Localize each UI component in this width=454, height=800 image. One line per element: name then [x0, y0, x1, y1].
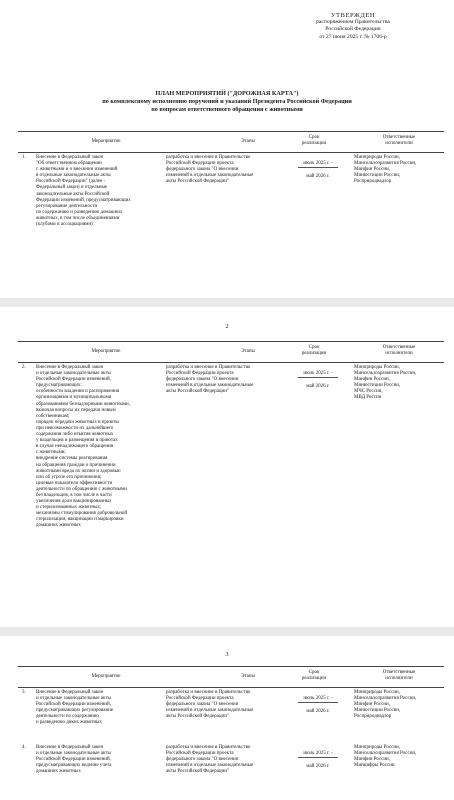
- header-measure: Мероприятие: [91, 139, 121, 144]
- row-stages: разработка и внесение в Правительство Российской Федерации проекта федерального закона "О внесении изменений в отдельные законодательные акты Российской Федерации": [166, 690, 254, 720]
- header-stages: Этапы: [241, 674, 255, 679]
- header-deadline: Срок реализации: [301, 670, 327, 681]
- row-deadline: [292, 365, 344, 390]
- document-page-1: [0, 0, 454, 298]
- row-measure: Внесение в Федеральный закон "Об ответственном обращении с животными и о внесении изменений в отдельные законодательные акты Российской Федерации" (далее - Федеральный закон) и отдельные законодательные акты Российской Федерации изменений, предусматривающих регулирование деятельности по содержанию и разведению домашних животных, в том числе объединениями (клубами и ассоциациями): [36, 155, 131, 228]
- plan-table-page-2: [18, 341, 444, 603]
- row-executors: Минприроды России, Минсельхозразвития России, Минфин России, Минюстиции России, МЧС России, МВД России: [354, 365, 417, 401]
- row-deadline: [292, 155, 344, 180]
- row-stages: разработка и внесение в Правительство Российской Федерации проекта федерального закона "О внесении изменений в отдельные законодательные акты Российской Федерации": [166, 745, 254, 775]
- row-number: 2.: [22, 365, 26, 370]
- header-stages: Этапы: [241, 349, 255, 354]
- approval-stamp: [278, 12, 428, 41]
- deadline-from: июль 2025 г. -: [303, 696, 333, 702]
- deadline-from: июль 2025 г. -: [303, 371, 333, 377]
- row-measure: Внесение в Федеральный закон и отдельные законодательные акты Российской Федерации изменений, предусматривающих ведение учета домашних животных: [36, 745, 112, 775]
- header-executors: Ответственные исполнители: [382, 670, 416, 681]
- plan-table-page-3: [18, 666, 444, 793]
- table-header: [18, 342, 444, 363]
- table-row: [18, 743, 444, 793]
- document-page-2: [0, 307, 454, 627]
- row-executors: Минприроды России, Минсельхозразвития России, Минфин России, Минюстиции России, Росприроднадзор: [354, 155, 417, 185]
- table-row: [18, 363, 444, 603]
- plan-subtitle-2: по вопросам ответственного обращения с животными: [151, 106, 303, 113]
- deadline-to: май 2026 г.: [306, 174, 330, 180]
- page-number: 3: [225, 651, 229, 658]
- table-row: [18, 688, 444, 743]
- deadline-to: май 2026 г.: [306, 709, 330, 715]
- deadline-to: май 2026 г.: [306, 764, 330, 770]
- header-executors: Ответственные исполнители: [382, 135, 416, 146]
- plan-subtitle-1: по комплексному исполнению поручений и указаний Президента Российской Федерации: [102, 98, 352, 105]
- header-executors: Ответственные исполнители: [382, 345, 416, 356]
- approval-line-1: распоряжением Правительства: [316, 19, 390, 26]
- row-measure: Внесение в Федеральный закон и отдельные законодательные акты Российской Федерации изменений, предусматривающих регулирование деятельности по содержанию и разведению диких животных: [36, 690, 114, 726]
- row-number: 3.: [22, 690, 26, 695]
- approval-line-2: Российской Федерации: [325, 26, 381, 33]
- row-stages: разработка и внесение в Правительство Российской Федерации проекта федерального закона "О внесении изменений в отдельные законодательные акты Российской Федерации": [166, 365, 254, 395]
- deadline-to: май 2026 г.: [306, 384, 330, 390]
- plan-table-page-1: [18, 131, 444, 273]
- row-number: 4.: [22, 745, 26, 750]
- page-number: 2: [225, 323, 229, 330]
- deadline-from: июль 2025 г. -: [303, 161, 333, 167]
- table-header: [18, 132, 444, 153]
- row-number: 1.: [22, 155, 26, 160]
- header-stages: Этапы: [241, 139, 255, 144]
- row-deadline: [292, 690, 344, 715]
- document-page-3: [0, 636, 454, 800]
- table-header: [18, 667, 444, 688]
- deadline-from: июль 2025 г. -: [303, 751, 333, 757]
- plan-title-block: [40, 90, 414, 114]
- header-measure: Мероприятие: [91, 674, 121, 679]
- header-deadline: Срок реализации: [301, 345, 327, 356]
- row-stages: разработка и внесение в Правительство Российской Федерации проекта федерального закона "О внесении изменений в отдельные законодательные акты Российской Федерации": [166, 155, 254, 185]
- row-measure: Внесение в Федеральный закон и отдельные законодательные акты Российской Федерации изменений, предусматривающих: особенности владения и распоряжения организациями и муниципальными образованиями безнадзорными животными, включая вопросы их передачи новым собственникам; порядок передачи животных в приюты при невозможности их дальнейшего содержания либо изъятия животных у владельцев и размещения в приютах в случае ненадлежащего обращения с животными; внедрение системы реагирования на обращения граждан о причинении животными вреда их жизни и здоровью или об угрозе его причинения; целевые показатели эффективности деятельности по обращению с животными без владельцев, в том числе в части увеличения доли вакцинированных и стерилизованных животных; механизмы стимулирования добровольной стерилизации, вакцинации и маркировки домашних животных: [36, 365, 130, 529]
- row-executors: Минприроды России, Минсельхозразвития России, Минфин России, Минюстиции России, Росприроднадзор: [354, 690, 417, 720]
- approval-line-3: от 27 июня 2025 г. № 1706-р: [319, 33, 387, 40]
- table-row: [18, 153, 444, 273]
- plan-title: ПЛАН МЕРОПРИЯТИЙ ("ДОРОЖНАЯ КАРТА"): [155, 90, 299, 97]
- row-executors: Минприроды России, Минсельхозразвития России, Минфин России, Минцифры России: [354, 745, 417, 769]
- header-measure: Мероприятие: [91, 349, 121, 354]
- row-deadline: [292, 745, 344, 770]
- approval-heading: УТВЕРЖДЕН: [330, 12, 376, 19]
- header-deadline: Срок реализации: [301, 135, 327, 146]
